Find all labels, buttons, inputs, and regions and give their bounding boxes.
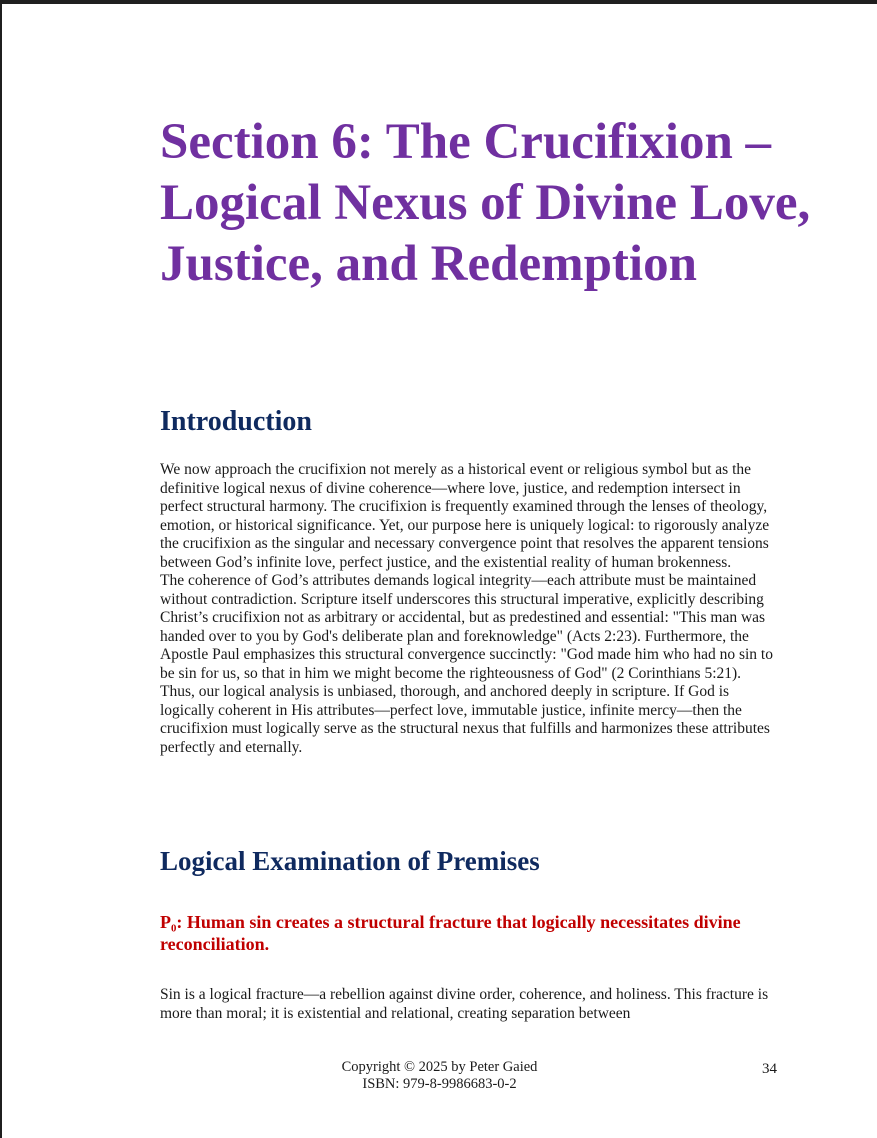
page-number: 34 (762, 1061, 777, 1077)
introduction-paragraph: We now approach the crucifixion not merely as a historical event or religious symbol but as the definitive logical nexus of divine coherence—where love, justice, and redemption intersect in perfect structural harmony. The crucifixion is frequently examined through the lenses of theology, emotion, or historical significance. Yet, our purpose here is uniquely logical: to rigorously analyze the crucifixion as the singular and necessary convergence point that resolves the apparent tensions between God’s infinite love, perfect justice, and the existential reality of human brokenness. (160, 461, 770, 571)
copyright-line: Copyright © 2025 by Peter Gaied (341, 1059, 538, 1075)
introduction-body (160, 461, 785, 757)
logical-examination-heading: Logical Examination of Premises (160, 846, 540, 876)
introduction-paragraph: The coherence of God’s attributes demands logical integrity—each attribute must be maintained without contradiction. Scripture itself underscores this structural imperative, explicitly describing Christ’s crucifixion not as arbitrary or accidental, but as predestined and essential: "This man was handed over to you by God's deliberate plan and foreknowledge" (Acts 2:23). Furthermore, the Apostle Paul emphasizes this structural convergence succinctly: "God made him who had no sin to be sin for us, so that in him we might become the righteousness of God" (2 Corinthians 5:21). (160, 572, 773, 682)
premise-paragraph: Sin is a logical fracture—a rebellion against divine order, coherence, and holiness. This fracture is more than moral; it is existential and relational, creating separation between (160, 986, 769, 1022)
introduction-paragraph: Thus, our logical analysis is unbiased, thorough, and anchored deeply in scripture. If God is logically coherent in His attributes—perfect love, immutable justice, infinite mercy—then the crucifixion must logically serve as the structural nexus that fulfills and harmonizes these attributes perfectly and eternally. (160, 683, 770, 756)
isbn-line: ISBN: 979-8-9986683-0-2 (362, 1076, 517, 1092)
page-footer (2, 1059, 877, 1093)
section-title: Section 6: The Crucifixion – Logical Nexus of Divine Love, Justice, and Redemption (160, 114, 811, 292)
document-page (2, 4, 877, 1138)
introduction-heading: Introduction (160, 406, 312, 437)
premise-heading: P₀: Human sin creates a structural fracture that logically necessitates divine reconciliation. (160, 912, 741, 954)
premise-body (160, 986, 785, 1023)
